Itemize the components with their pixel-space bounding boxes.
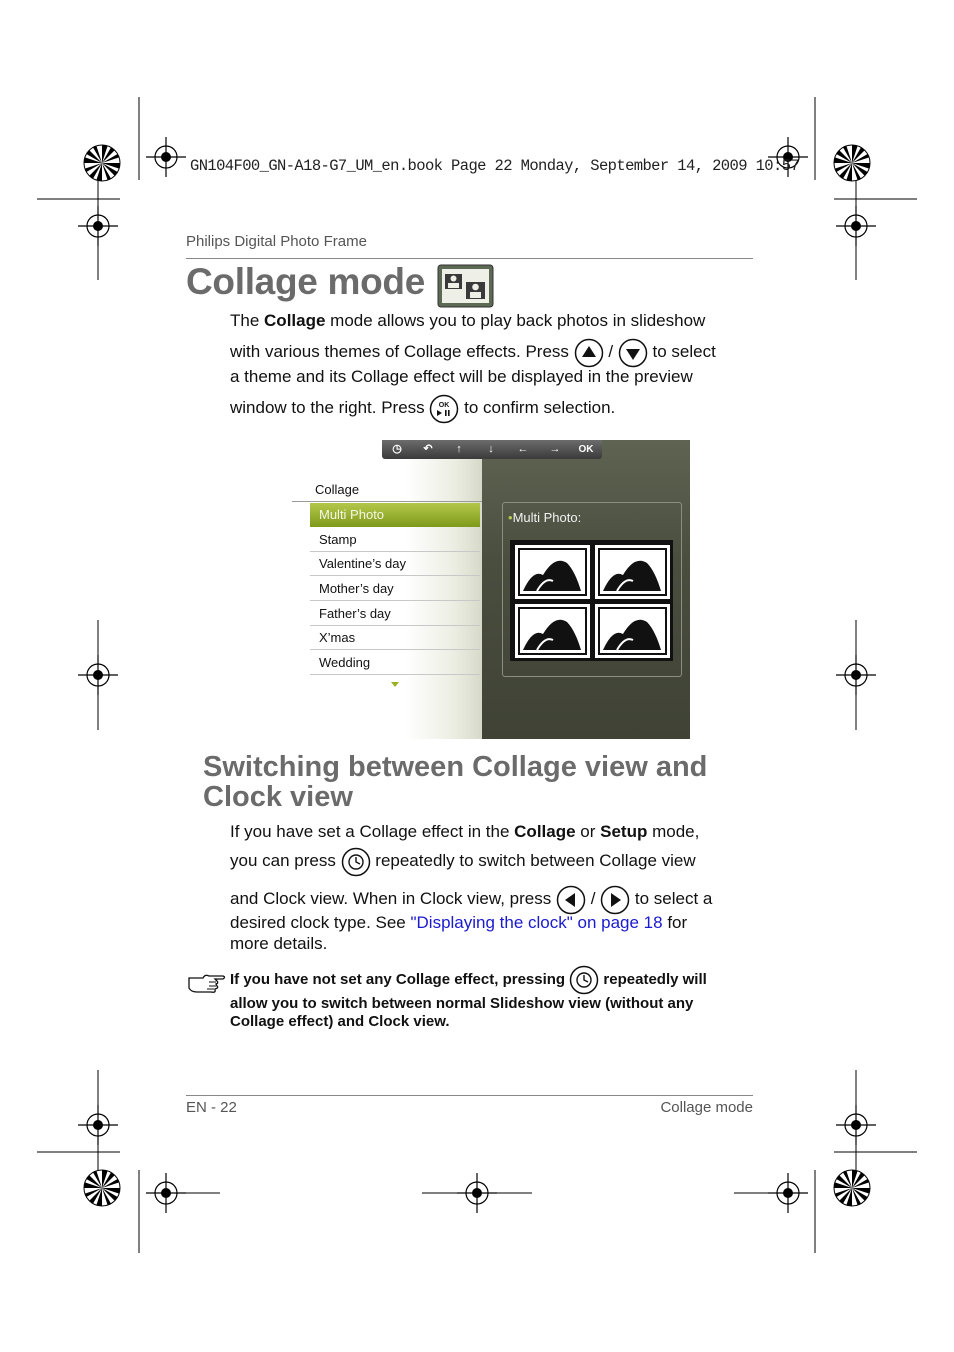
- down-icon: ↓: [488, 443, 494, 455]
- menu-title-rule: [292, 501, 482, 502]
- back-icon: ↶: [423, 443, 433, 455]
- section-line-1: If you have set a Collage effect in the Collage or Setup mode,: [230, 822, 700, 841]
- menu-item-valentines-day[interactable]: Valentine’s day: [310, 552, 480, 576]
- header-rule: [186, 258, 753, 259]
- svg-text:OK: OK: [439, 401, 450, 409]
- page-number: EN - 22: [186, 1099, 237, 1116]
- collage-term: Collage: [264, 311, 326, 330]
- clock-icon: ◷: [392, 443, 402, 455]
- menu-item-xmas[interactable]: X’mas: [310, 626, 480, 650]
- photo-placeholder-icon: [513, 543, 592, 601]
- collage-menu-screenshot: [292, 440, 690, 739]
- menu-item-fathers-day[interactable]: Father’s day: [310, 602, 480, 626]
- down-arrow-button-icon: [618, 338, 648, 368]
- photo-placeholder-icon: [513, 602, 592, 660]
- collage-clock-button-icon: [569, 965, 599, 995]
- section-line-5: more details.: [230, 934, 328, 953]
- scroll-down-icon[interactable]: [391, 682, 399, 687]
- photo-placeholder-icon: [593, 602, 672, 660]
- screen-toolbar: [382, 440, 602, 459]
- intro-line-2: with various themes of Collage effects. Press / to select: [230, 337, 716, 368]
- menu-item-mothers-day[interactable]: Mother’s day: [310, 577, 480, 601]
- left-arrow-button-icon: [556, 885, 586, 915]
- footer-section-name: Collage mode: [660, 1099, 753, 1116]
- ok-label: OK: [578, 444, 594, 455]
- intro-line-1: The Collage mode allows you to play back photos in slideshow: [230, 311, 706, 330]
- left-icon: ←: [517, 443, 529, 455]
- footer-rule: [186, 1095, 753, 1096]
- multi-photo-preview-grid: [510, 540, 673, 661]
- up-arrow-button-icon: [574, 338, 604, 368]
- page-title: Collage mode: [186, 261, 425, 302]
- note-line-3: Collage effect) and Clock view.: [230, 1013, 450, 1030]
- collage-mode-icon: [437, 264, 494, 308]
- section-heading: Switching between Collage view and Clock view: [203, 751, 708, 813]
- print-job-line: GN104F00_GN-A18-G7_UM_en.book Page 22 Monday, September 14, 2009 10:57: [190, 157, 800, 175]
- section-line-4: desired clock type. See "Displaying the clock" on page 18 for: [230, 913, 688, 932]
- section-line-3: and Clock view. When in Clock view, press / to select a: [230, 884, 712, 915]
- collage-clock-button-icon: [341, 847, 371, 877]
- photo-placeholder-icon: [593, 543, 672, 601]
- menu-item-wedding[interactable]: Wedding: [310, 651, 480, 675]
- menu-title: Collage: [315, 482, 360, 497]
- preview-label: •Multi Photo:: [508, 510, 582, 525]
- pointing-hand-icon: [187, 972, 227, 994]
- section-line-2: you can press repeatedly to switch between Collage view: [230, 846, 696, 877]
- menu-item-multi-photo[interactable]: Multi Photo: [310, 503, 480, 527]
- right-icon: →: [549, 443, 561, 455]
- up-icon: ↑: [456, 443, 462, 455]
- right-arrow-button-icon: [600, 885, 630, 915]
- note-line-1: If you have not set any Collage effect, pressing repeatedly will: [230, 965, 707, 995]
- intro-line-3: a theme and its Collage effect will be displayed in the preview: [230, 367, 693, 386]
- ok-play-button-icon: [429, 394, 459, 424]
- note-line-2: allow you to switch between normal Slideshow view (without any: [230, 995, 694, 1012]
- running-header: Philips Digital Photo Frame: [186, 233, 367, 250]
- clock-page-link[interactable]: "Displaying the clock" on page 18: [410, 913, 663, 932]
- menu-item-stamp[interactable]: Stamp: [310, 528, 480, 552]
- intro-line-4: window to the right. Press OK to confirm selection.: [230, 393, 615, 424]
